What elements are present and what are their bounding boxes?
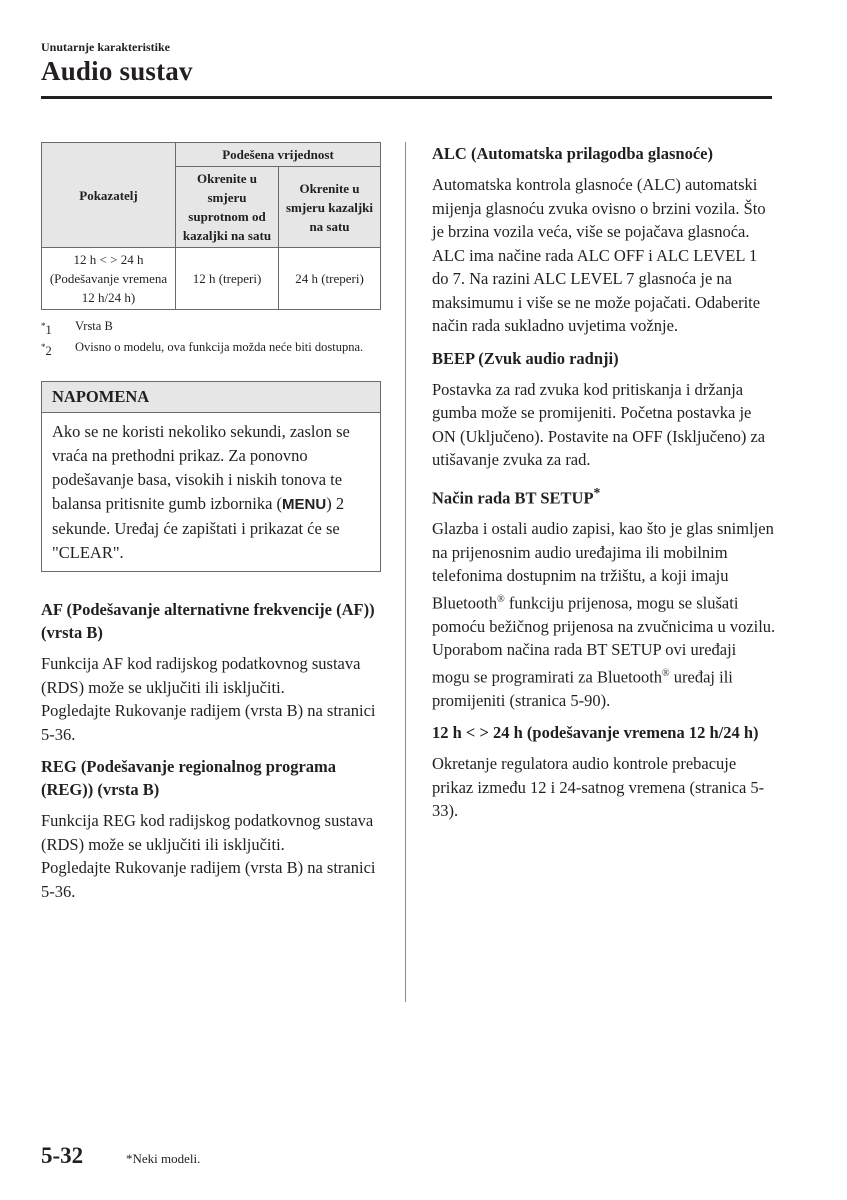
section-header: Unutarnje karakteristike [41, 40, 170, 54]
page-footnote: *Neki modeli. [126, 1151, 201, 1166]
column-divider [405, 142, 406, 1002]
note-text-after: ) 2 sekunde. Uređaj će zapištati i prikazat će se "CLEAR". [52, 494, 345, 563]
footnote-1-mark: * [41, 321, 46, 331]
note-body [42, 413, 380, 571]
registered-mark: ® [497, 593, 505, 605]
section-beep-title: BEEP (Zvuk audio radnji) [432, 348, 619, 368]
indicator-line2: (Podešavanje vremena 12 h/24 h) [49, 271, 168, 305]
left-column [41, 142, 381, 912]
section-reg-body [41, 809, 381, 903]
registered-mark: ® [662, 667, 670, 679]
table-cell-indicator [42, 248, 176, 310]
section-af-p1: Funkcija AF kod radijskog podatkovnog sustava (RDS) može se uključiti ili isključiti. [41, 654, 361, 697]
page-title: Audio sustav [41, 56, 193, 86]
menu-key: MENU [282, 496, 327, 514]
note-title: NAPOMENA [42, 382, 380, 413]
section-af [41, 598, 381, 746]
section-bt-title [432, 481, 777, 510]
section-bt-body-part1: Glazba i ostali audio zapisi, kao što je glas snimljen na prijenosnim audio uređajima ili mobilnim telefonima dostupnim na tržištu, a koji imaju Bluetooth [432, 519, 774, 612]
table-header-indicator: Pokazatelj [42, 143, 176, 248]
page-number: 5-32 [41, 1143, 84, 1168]
section-alc-title: ALC (Automatska prilagodba glasnoće) [432, 144, 713, 163]
footnote-1-text: Vrsta B [75, 319, 113, 333]
table-cell-ccw: 12 h (treperi) [176, 248, 279, 310]
section-reg-p2: Pogledajte Rukovanje radijem (vrsta B) na stranici 5-36. [41, 858, 376, 901]
table-header-ccw: Okrenite u smjeru suprotnom od kazaljki na satu [176, 167, 279, 248]
section-bt-setup [432, 481, 777, 713]
section-af-body [41, 652, 381, 746]
section-af-p2: Pogledajte Rukovanje radijem (vrsta B) na stranici 5-36. [41, 701, 376, 744]
section-reg [41, 755, 381, 903]
section-bt-body-part2: funkciju prijenosa, mogu se slušati pomoću bežičnog prijenosa na zvučnicima u vozilu. Uporabom načina rada BT SETUP ovi uređaji mogu se programirati za Bluetooth [432, 593, 776, 686]
section-clock-body: Okretanje regulatora audio kontrole prebacuje prikaz između 12 i 24-satnog vremena (stranica 5-33). [432, 754, 765, 820]
section-alc-body: Automatska kontrola glasnoće (ALC) automatski mijenja glasnoću zvuka ovisno o brzini vozila. Što je brzina vozila veća, više se pojačava glasnoća. ALC ima načine rada ALC OFF i ALC LEVEL 1 do 7. Na razini ALC LEVEL 7 glasnoća je na maksimumu i više se ne može pojačati. Odaberite način rada sukladno uvjetima vožnje. [432, 175, 766, 335]
header-rule [41, 96, 772, 99]
right-column [432, 142, 777, 832]
table-header-group: Podešena vrijednost [176, 143, 381, 167]
settings-table [41, 142, 381, 310]
section-bt-body [432, 517, 777, 712]
section-bt-body-part3: uređaj ili promijeniti (stranica 5-90). [432, 667, 733, 710]
table-header-cw: Okrenite u smjeru kazaljki na satu [279, 167, 381, 248]
footnote-1 [41, 318, 381, 339]
footnote-2 [41, 339, 381, 360]
section-bt-title-text: Način rada BT SETUP [432, 488, 594, 507]
table-cell-cw: 24 h (treperi) [279, 248, 381, 310]
footnote-2-mark: * [41, 342, 46, 353]
table-row [42, 248, 381, 310]
footnote-1-num: 1 [45, 323, 52, 338]
section-reg-title: REG (Podešavanje regionalnog programa (REG)) (vrsta B) [41, 757, 337, 800]
footnote-2-num: 2 [45, 344, 52, 359]
section-beep-body: Postavka za rad zvuka kod pritiskanja i držanja gumba može se promijeniti. Početna postavka je ON (Uključeno). Postavite na OFF (Isključeno) za utišavanje zvuka za rad. [432, 379, 766, 469]
note-box [41, 381, 381, 572]
section-clock [432, 721, 777, 823]
section-bt-title-mark: * [593, 484, 601, 500]
section-beep [432, 347, 777, 472]
section-reg-p1: Funkcija REG kod radijskog podatkovnog sustava (RDS) može se uključiti ili isključiti. [41, 811, 374, 854]
section-clock-title: 12 h < > 24 h (podešavanje vremena 12 h/24 h) [432, 723, 759, 742]
section-alc [432, 142, 777, 338]
section-af-title: AF (Podešavanje alternativne frekvencije (AF)) (vrsta B) [41, 600, 375, 643]
indicator-line1: 12 h < > 24 h [73, 252, 144, 267]
footnote-2-text: Ovisno o modelu, ova funkcija možda neće biti dostupna. [75, 340, 364, 355]
note-text-before: Ako se ne koristi nekoliko sekundi, zaslon se vraća na prethodni prikaz. Za ponovno podešavanje basa, visokih i niskih tonova te balansa pritisnite gumb izbornika ( [52, 422, 350, 514]
footnotes [41, 318, 381, 360]
